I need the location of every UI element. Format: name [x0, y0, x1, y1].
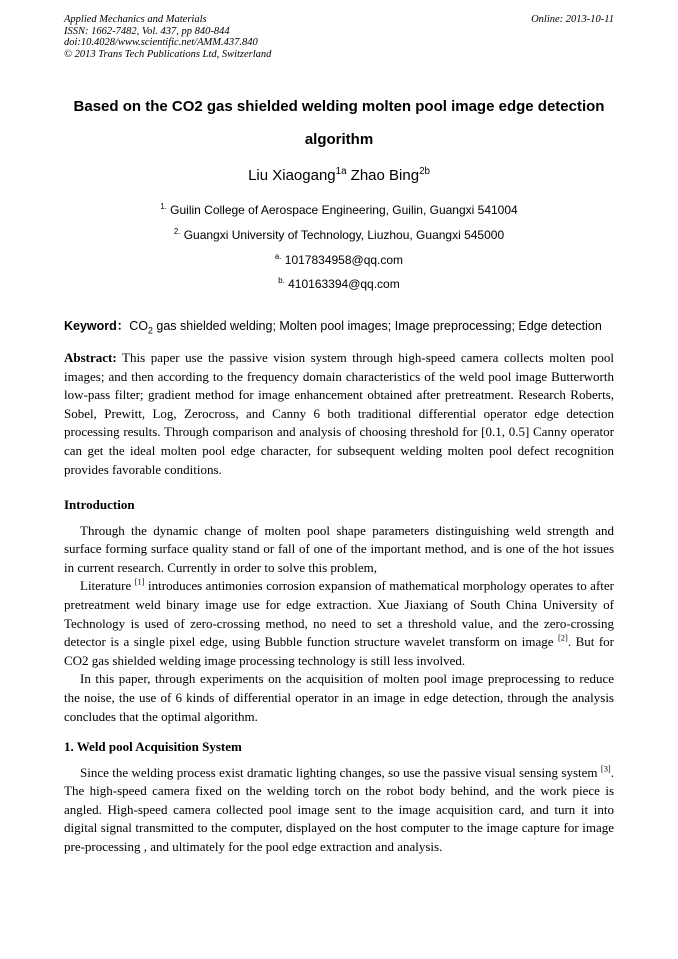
aff-mark: b. [278, 276, 285, 285]
affiliation [0, 228, 678, 242]
keyword-label: Keyword： [64, 319, 130, 333]
author-name: Liu Xiaogang [248, 167, 336, 184]
aff-text: 1017834958@qq.com [284, 253, 404, 267]
email [0, 253, 678, 267]
copyright: © 2013 Trans Tech Publications Ltd, Switzerland [64, 48, 272, 60]
section-1 [64, 738, 614, 857]
section-heading: Introduction [64, 497, 135, 512]
paragraph: Literature [1] introduces antimonies corrosion expansion of mathematical morphology operates to after pretreatment weld binary image use for edge extraction. Xue Jiaxiang of South China University of Technology is used of zero-crossing method, no need to set a threshold value, and the zero-crossing detector is a single pixel edge, using Bubble function structure wavelet transform on image [2]. But for CO2 gas shielded welding image processing technology is still less involved. [64, 577, 614, 668]
keyword-co: CO [129, 319, 149, 333]
keyword-sub: 2 [148, 325, 153, 336]
keywords [64, 316, 602, 334]
aff-mark: 2. [173, 227, 181, 236]
journal-header [64, 14, 271, 60]
issn: ISSN: 1662-7482, Vol. 437, pp 840-844 [64, 25, 230, 37]
doi: doi:10.4028/www.scientific.net/AMM.437.840 [64, 37, 258, 48]
aff-text: Guilin College of Aerospace Engineering, Guilin, Guangxi 541004 [170, 203, 518, 217]
paper-title: Based on the CO2 gas shielded welding molten pool image edge detection algorithm [73, 98, 605, 148]
abstract [64, 349, 614, 479]
paragraph: Since the welding process exist dramatic lighting changes, so use the passive visual sensing system [3]. The high-speed camera fixed on the welding torch on the robot body behind, and the work piece is angled. High-speed camera collected pool image sent to the image acquisition card, and turn it into digital signal transmitted to the computer, displayed on the host computer to the image capture for image pre-processing , and ultimately for the pool edge extraction and analysis. [64, 763, 614, 854]
section-heading: 1. Weld pool Acquisition System [64, 739, 242, 754]
email [0, 277, 678, 291]
authors [0, 167, 678, 184]
online-date: Online: 2013-10-11 [531, 14, 614, 25]
aff-mark: a. [274, 252, 282, 261]
journal-name: Applied Mechanics and Materials [64, 14, 207, 25]
abstract-label: Abstract: [64, 350, 117, 365]
aff-text: 410163394@qq.com [288, 277, 400, 291]
keyword-text: gas shielded welding; Molten pool images; Image preprocessing; Edge detection [152, 319, 602, 333]
aff-text: Guangxi University of Technology, Liuzhou, Guangxi 545000 [183, 228, 505, 242]
author-sup: 1a [335, 166, 347, 177]
abstract-text: This paper use the passive vision system through high-speed camera collects molten pool images; and then according to the frequency domain characteristics of the weld pool image Butterworth low-pass filter; gradient method for image enhancement obtained after pretreatment. Research Roberts, Sobel, Prewitt, Log, Zerocross, and Canny 6 both traditional differential operator edge detection processing results. Through comparison and analysis of choosing threshold for [0.1, 0.5] Canny operator can get the ideal molten pool edge character, for subsequent welding molten pool defect recognition provides favorable conditions. [64, 350, 614, 477]
author-sup: 2b [419, 166, 430, 177]
aff-mark: 1. [160, 202, 167, 211]
introduction [64, 496, 614, 726]
author-name: Zhao Bing [350, 167, 420, 184]
paragraph: Through the dynamic change of molten pool shape parameters distinguishing weld strength and surface forming surface quality stand or fall of one of the important method, and is one of the hot issues in current research. Currently in order to solve this problem, [64, 522, 614, 575]
paragraph: In this paper, through experiments on the acquisition of molten pool image preprocessing to reduce the noise, the use of 6 kinds of differential operator in an image in edge detection, through the analysis concludes that the optimal algorithm. [64, 671, 614, 724]
affiliation [0, 203, 678, 217]
